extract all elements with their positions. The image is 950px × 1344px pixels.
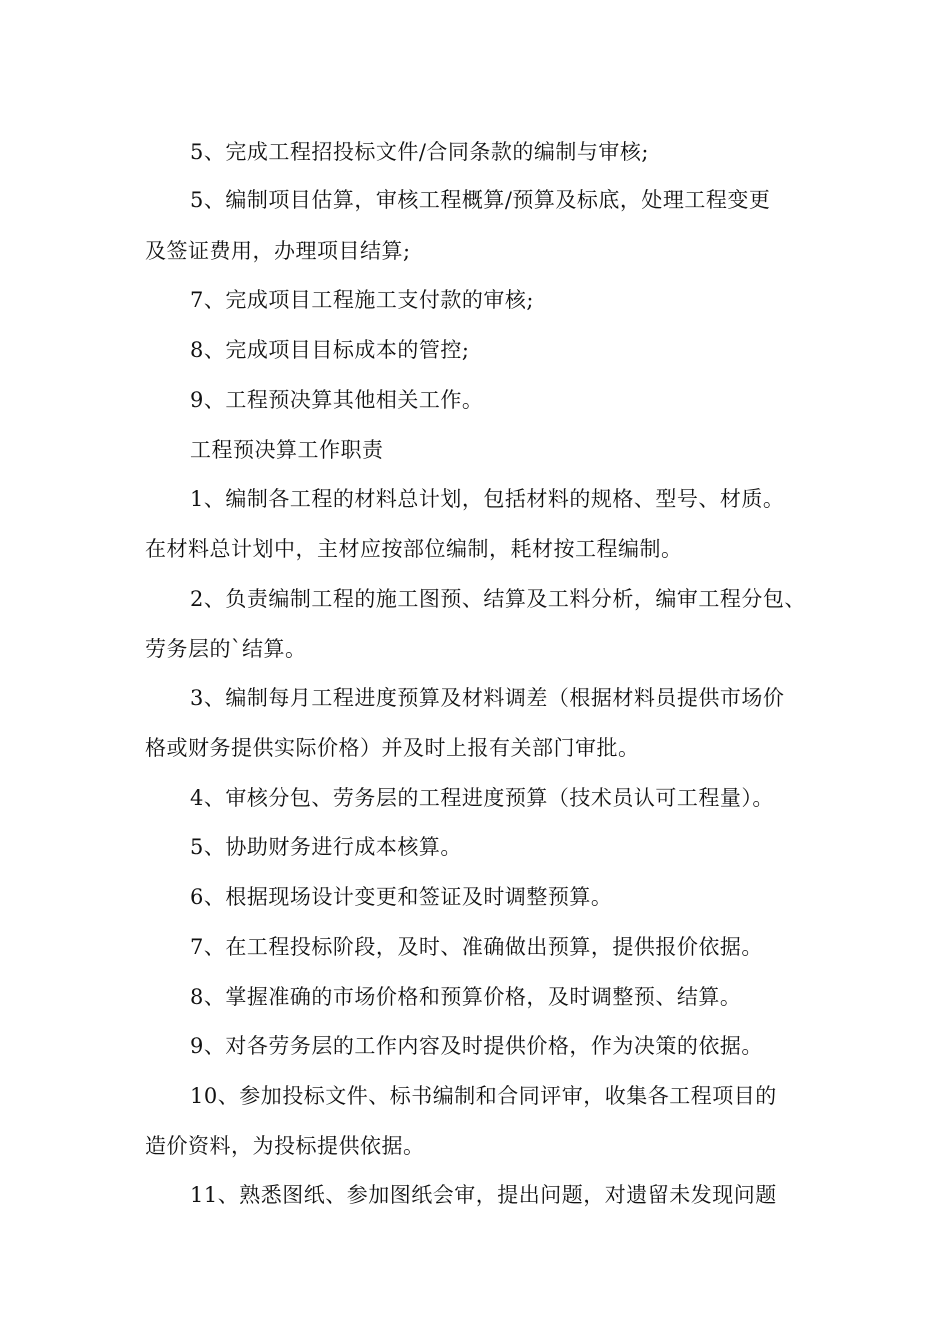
paragraph-line: 6、根据现场设计变更和签证及时调整预算。: [190, 885, 613, 909]
paragraph-line: 劳务层的`结算。: [145, 637, 307, 661]
paragraph-line: 11、熟悉图纸、参加图纸会审，提出问题，对遗留未发现问题: [190, 1183, 777, 1207]
paragraph-line: 4、审核分包、劳务层的工程进度预算（技术员认可工程量）。: [190, 786, 774, 810]
paragraph-line: 10、参加投标文件、标书编制和合同评审，收集各工程项目的: [190, 1084, 777, 1108]
paragraph-line: 2、负责编制工程的施工图预、结算及工料分析，编审工程分包、: [190, 587, 806, 611]
paragraph-line: 格或财务提供实际价格）并及时上报有关部门审批。: [145, 736, 640, 760]
paragraph-line: 8、掌握准确的市场价格和预算价格，及时调整预、结算。: [190, 985, 742, 1009]
paragraph-line: 及签证费用，办理项目结算;: [145, 239, 411, 263]
paragraph-line: 7、在工程投标阶段，及时、准确做出预算，提供报价依据。: [190, 935, 763, 959]
paragraph-line: 9、对各劳务层的工作内容及时提供价格，作为决策的依据。: [190, 1034, 763, 1058]
paragraph-line: 3、编制每月工程进度预算及材料调差（根据材料员提供市场价: [190, 686, 785, 710]
paragraph-line: 在材料总计划中，主材应按部位编制，耗材按工程编制。: [145, 537, 683, 561]
section-heading: 工程预决算工作职责: [190, 438, 384, 462]
paragraph-line: 5、编制项目估算，审核工程概算/预算及标底，处理工程变更: [190, 188, 771, 212]
paragraph-line: 1、编制各工程的材料总计划，包括材料的规格、型号、材质。: [190, 487, 785, 511]
paragraph-line: 9、工程预决算其他相关工作。: [190, 388, 484, 412]
paragraph-line: 7、完成项目工程施工支付款的审核;: [190, 288, 534, 312]
paragraph-line: 造价资料，为投标提供依据。: [145, 1134, 425, 1158]
paragraph-line: 5、协助财务进行成本核算。: [190, 835, 462, 859]
paragraph-line: 5、完成工程招投标文件/合同条款的编制与审核;: [190, 140, 650, 164]
paragraph-line: 8、完成项目目标成本的管控;: [190, 338, 470, 362]
